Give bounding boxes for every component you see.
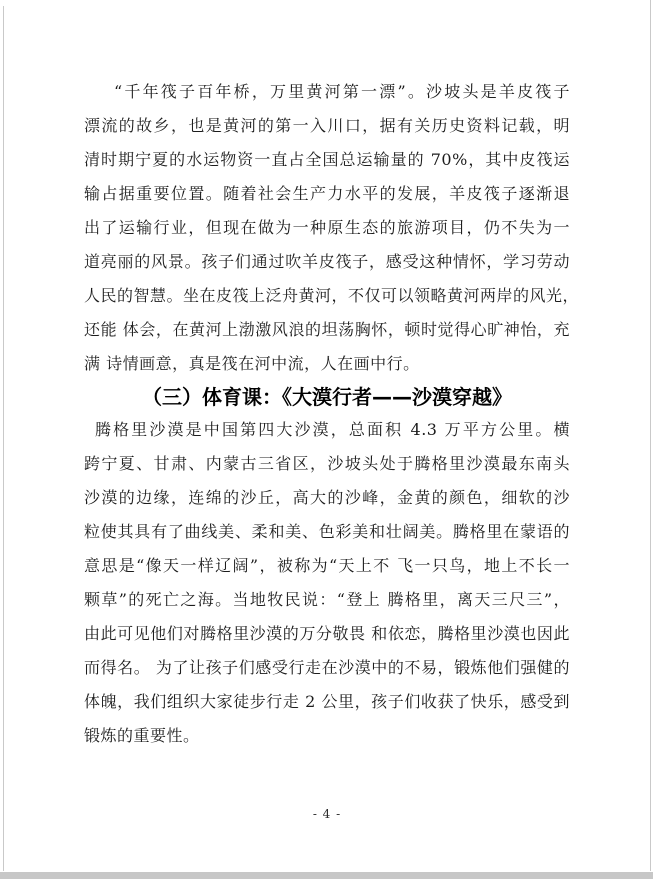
page-bottom-strip xyxy=(0,872,653,879)
text-line: 颗草”的死亡之海。当地牧民说：“登上 腾格里，离天三尺三”， xyxy=(84,590,570,609)
text-line: 锻炼的重要性。 xyxy=(84,726,200,745)
text-line: 由此可见他们对腾格里沙漠的万分敬畏 和依恋，腾格里沙漠也因此 xyxy=(84,624,570,643)
page-left-border xyxy=(3,6,4,871)
text-line: 清时期宁夏的水运物资一直占全国总运输量的 70%，其中皮筏运 xyxy=(84,150,570,169)
paragraph-desert xyxy=(84,413,570,753)
text-line: 出了运输行业，但现在做为一种原生态的旅游项目，仍不失为一 xyxy=(84,218,570,237)
text-line: 而得名。 为了让孩子们感受行走在沙漠中的不易，锻炼他们强健的 xyxy=(84,658,570,677)
text-line: 漂流的故乡，也是黄河的第一入川口，据有关历史资料记载，明 xyxy=(84,116,570,135)
section-heading: （三）体育课：《大漠行者——沙漠穿越》 xyxy=(142,385,512,409)
text-line: 粒使其具有了曲线美、柔和美、色彩美和壮阔美。腾格里在蒙语的 xyxy=(84,522,570,541)
text-line: 腾格里沙漠是中国第四大沙漠，总面积 4.3 万平方公里。横 xyxy=(95,420,570,439)
text-line: 人民的智慧。坐在皮筏上泛舟黄河，不仅可以领略黄河两岸的风光， xyxy=(84,286,580,305)
text-line: 意思是“像天一样辽阔”，被称为“天上不 飞一只鸟，地上不长一 xyxy=(84,556,570,575)
text-line: “千年筏子百年桥，万里黄河第一漂”。沙坡头是羊皮筏子 xyxy=(114,82,570,101)
text-line: 道亮丽的风景。孩子们通过吹羊皮筏子，感受这种情怀，学习劳动 xyxy=(84,252,570,271)
document-body xyxy=(84,75,580,821)
page-right-border xyxy=(650,0,651,871)
text-line: 还能 体会，在黄河上渤激风浪的坦荡胸怀，顿时觉得心旷神怡，充 xyxy=(84,320,570,339)
text-line: 满 诗情画意，真是筏在河中流，人在画中行。 xyxy=(84,354,420,373)
text-line: 体魄，我们组织大家徒步行走 2 公里，孩子们收获了快乐，感受到 xyxy=(84,692,570,711)
text-line: 沙漠的边缘，连绵的沙丘，高大的沙峰，金黄的颜色，细软的沙 xyxy=(84,488,570,507)
page-number: - 4 - xyxy=(312,807,342,821)
text-line: 跨宁夏、甘肃、内蒙古三省区，沙坡头处于腾格里沙漠最东南头 xyxy=(84,454,570,473)
paragraph-rafting xyxy=(84,75,580,381)
text-line: 输占据重要位置。随着社会生产力水平的发展，羊皮筏子逐渐退 xyxy=(84,184,570,203)
